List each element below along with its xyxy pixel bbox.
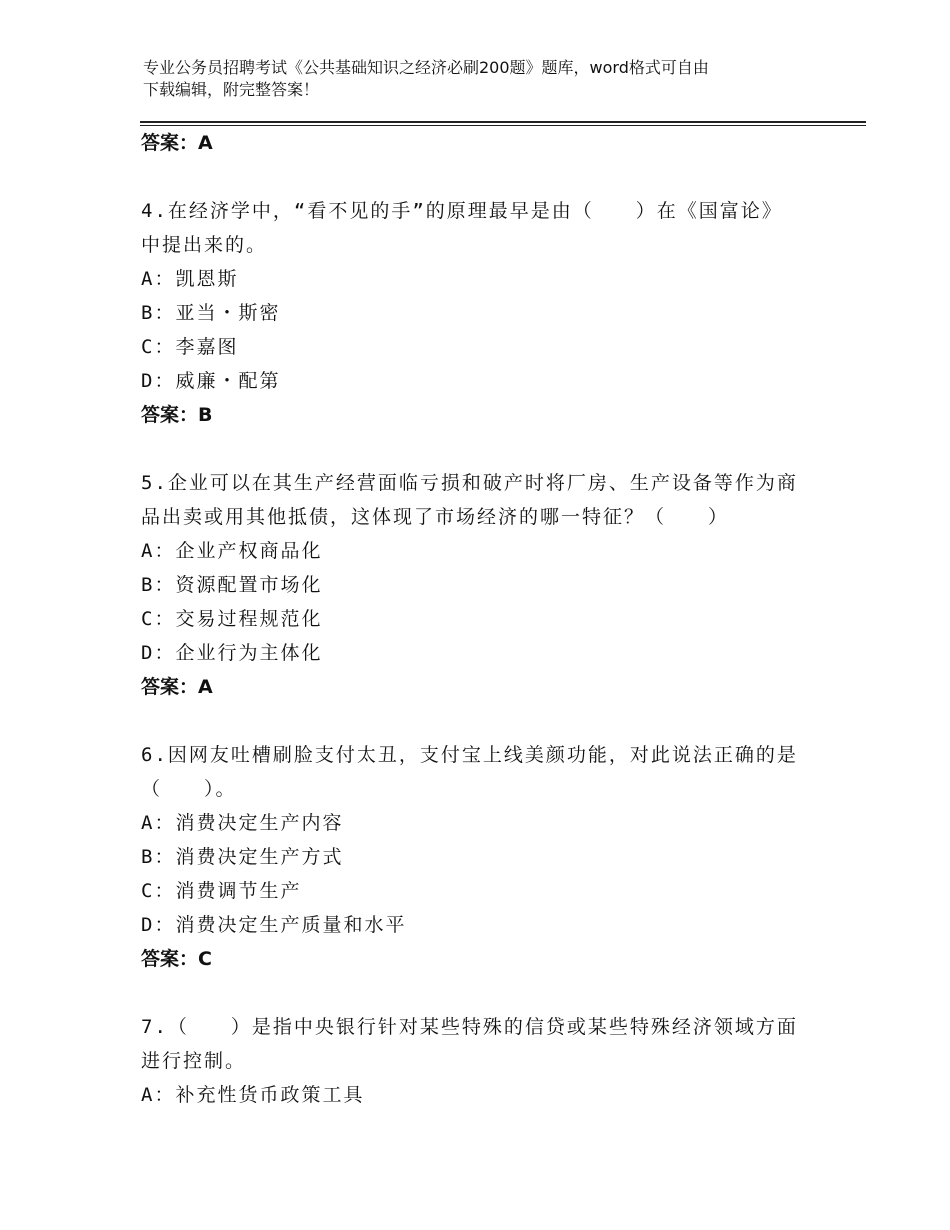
answer-line: 答案：A bbox=[141, 676, 213, 698]
option-a: A：补充性货币政策工具 bbox=[141, 1084, 365, 1106]
option-b: B：亚当・斯密 bbox=[141, 302, 281, 324]
question-item bbox=[141, 738, 801, 976]
header-divider-thick bbox=[140, 121, 866, 123]
header-line-1: 专业公务员招聘考试《公共基础知识之经济必刷200题》题库，word格式可自由 bbox=[143, 58, 709, 77]
answer-line: 答案：C bbox=[141, 948, 212, 970]
option-d: D：消费决定生产质量和水平 bbox=[141, 914, 407, 936]
question-stem: 7.（ ）是指中央银行针对某些特殊的信贷或某些特殊经济领域方面进行控制。 bbox=[141, 1016, 798, 1072]
option-d: D：企业行为主体化 bbox=[141, 642, 323, 664]
option-a: A：凯恩斯 bbox=[141, 268, 239, 290]
question-item bbox=[141, 194, 801, 432]
option-c: C：交易过程规范化 bbox=[141, 608, 323, 630]
document-header bbox=[143, 57, 803, 101]
question-stem: 4.在经济学中，“看不见的手”的原理最早是由（ ）在《国富论》中提出来的。 bbox=[141, 200, 783, 256]
option-b: B：消费决定生产方式 bbox=[141, 846, 344, 868]
question-item bbox=[141, 466, 801, 704]
option-c: C：李嘉图 bbox=[141, 336, 239, 358]
option-d: D：威廉・配第 bbox=[141, 370, 281, 392]
question-stem: 6.因网友吐槽刷脸支付太丑，支付宝上线美颜功能，对此说法正确的是（ ）。 bbox=[141, 744, 798, 800]
answer-line: 答案：A bbox=[141, 132, 213, 154]
question-item bbox=[141, 1010, 801, 1112]
option-a: A：企业产权商品化 bbox=[141, 540, 323, 562]
question-stem: 5.企业可以在其生产经营面临亏损和破产时将厂房、生产设备等作为商品出卖或用其他抵债，这体现了市场经济的哪一特征？（ ） bbox=[141, 472, 798, 528]
option-a: A：消费决定生产内容 bbox=[141, 812, 344, 834]
option-c: C：消费调节生产 bbox=[141, 880, 302, 902]
header-line-2: 下载编辑，附完整答案！ bbox=[143, 80, 320, 99]
option-b: B：资源配置市场化 bbox=[141, 574, 323, 596]
question-list bbox=[141, 126, 801, 1112]
answer-line: 答案：B bbox=[141, 404, 213, 426]
